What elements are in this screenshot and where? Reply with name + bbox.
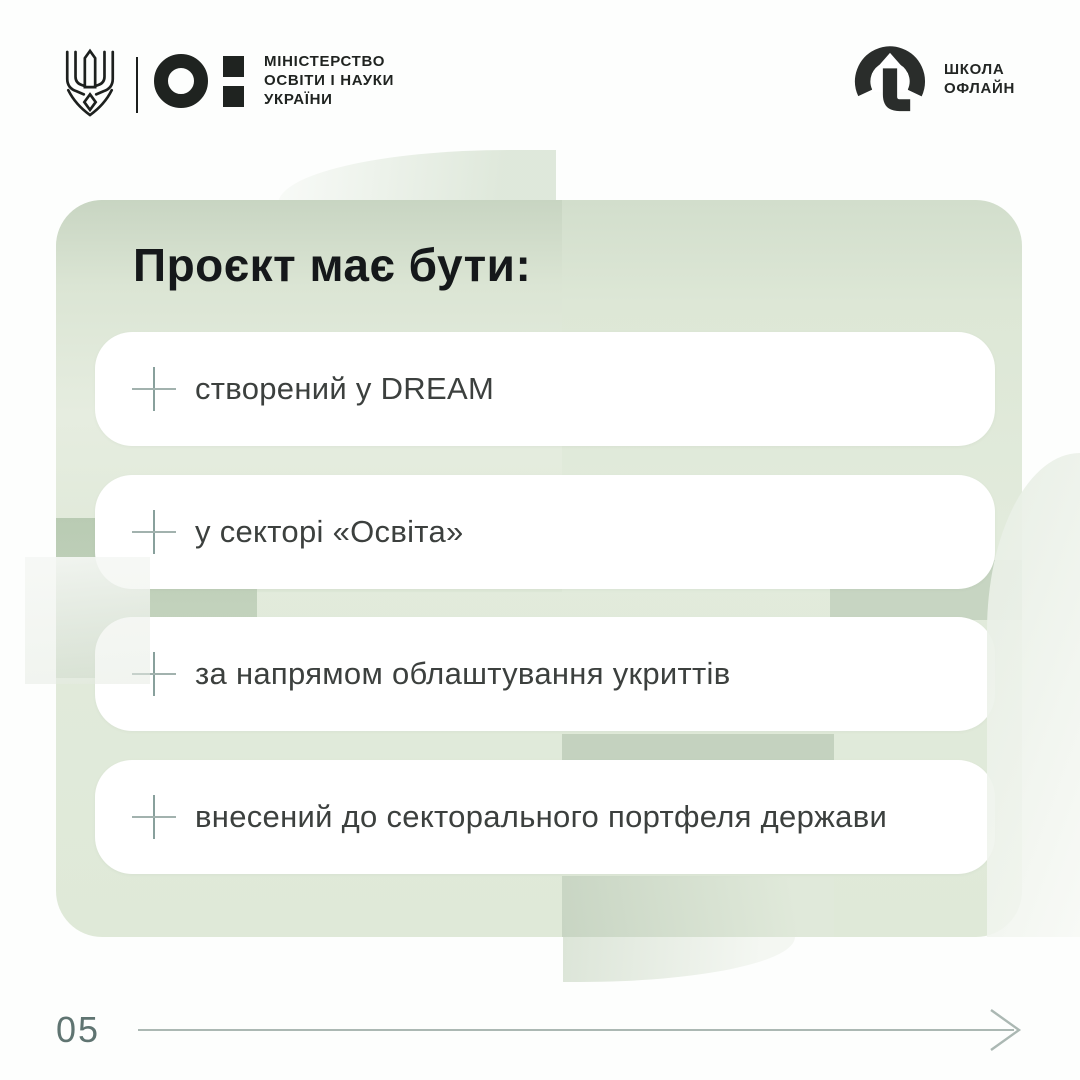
ministry-name-line: ОСВІТИ І НАУКИ (264, 72, 395, 89)
list-item-label: у секторі «Освіта» (195, 514, 464, 549)
list-item (95, 332, 995, 446)
plus-icon (131, 366, 177, 412)
school-name-line: ШКОЛА (944, 61, 1005, 78)
plus-icon (131, 509, 177, 555)
page-progress-line (138, 1029, 1014, 1031)
pagination-footer (56, 1002, 1024, 1058)
background-panel (56, 200, 1022, 937)
school-offline-icon (852, 42, 928, 116)
list-item-label: внесений до секторального портфеля держави (195, 799, 888, 834)
list-item (95, 617, 995, 731)
ministry-logo-group (60, 48, 394, 120)
mon-logo-icon (154, 52, 248, 110)
arrow-right-icon[interactable] (988, 1007, 1024, 1053)
background-pale-rect (25, 557, 150, 684)
list-item (95, 760, 995, 874)
list-item-label: за напрямом облаштування укриттів (195, 656, 731, 691)
trident-icon (60, 48, 120, 120)
plus-icon (131, 794, 177, 840)
school-offline-name (944, 60, 1015, 98)
ministry-name (264, 52, 394, 109)
ministry-name-line: УКРАЇНИ (264, 91, 333, 108)
header-divider (136, 57, 138, 113)
background-bottom-blob (563, 937, 795, 982)
list-item (95, 475, 995, 589)
school-offline-logo-group (852, 42, 1015, 116)
school-name-line: ОФЛАЙН (944, 80, 1016, 97)
page-title: Проєкт має бути: (133, 239, 532, 291)
ministry-name-line: МІНІСТЕРСТВО (264, 53, 386, 70)
panel-dark-strip-bottom (562, 876, 834, 937)
page-number: 05 (56, 1009, 101, 1050)
list-item-label: створений у DREAM (195, 371, 495, 406)
background-notch-shape (278, 150, 556, 204)
